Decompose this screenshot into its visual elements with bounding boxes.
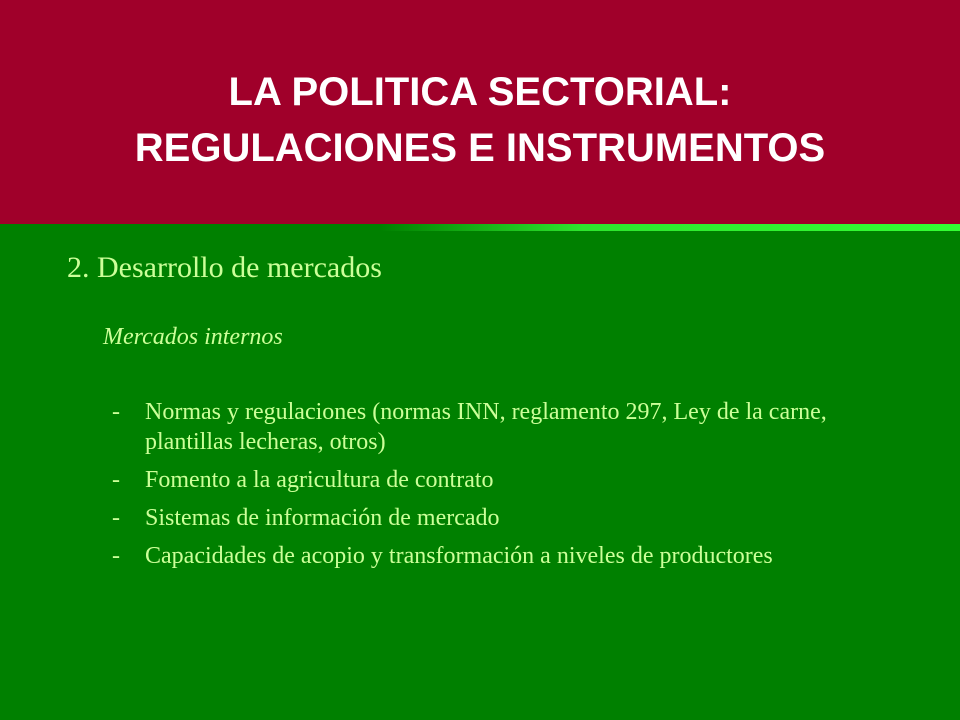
bullet-marker: - xyxy=(112,505,120,531)
subheading: Mercados internos xyxy=(103,324,283,350)
accent-divider xyxy=(380,224,960,231)
bullet-text: Sistemas de información de mercado xyxy=(145,505,500,531)
bullet-text: Capacidades de acopio y transformación a niveles de productores xyxy=(145,543,773,569)
bullet-text: Normas y regulaciones (normas INN, reglamento 297, Ley de la carne, plantillas lecheras, otros) xyxy=(145,399,827,455)
slide-title-line-1: LA POLITICA SECTORIAL: xyxy=(228,70,732,114)
title-banner xyxy=(0,0,960,224)
bullet-marker: - xyxy=(112,399,120,425)
section-heading: 2. Desarrollo de mercados xyxy=(67,251,382,284)
bullet-item xyxy=(112,541,912,571)
bullet-item xyxy=(112,397,912,457)
slide-title xyxy=(0,64,960,176)
bullet-item xyxy=(112,503,912,533)
bullet-text: Fomento a la agricultura de contrato xyxy=(145,467,494,493)
bullet-marker: - xyxy=(112,543,120,569)
bullet-list xyxy=(112,397,912,579)
slide-title-line-2: REGULACIONES E INSTRUMENTOS xyxy=(134,126,826,170)
bullet-marker: - xyxy=(112,467,120,493)
bullet-item xyxy=(112,465,912,495)
